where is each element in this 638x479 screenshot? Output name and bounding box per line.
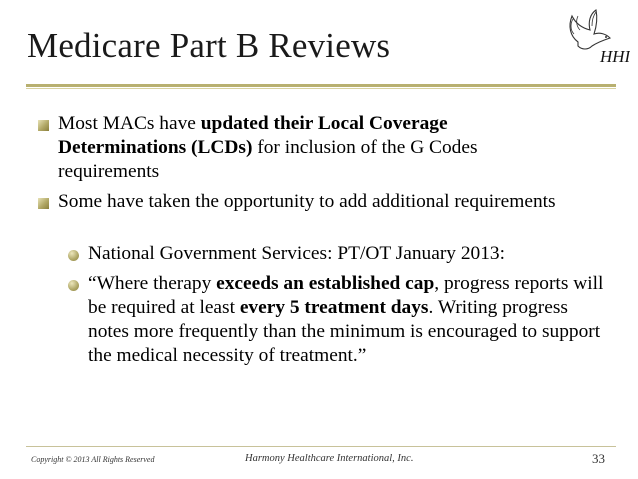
sub-bullet-icon (68, 250, 79, 261)
sub-bullet-item-2: “Where therapy exceeds an established cap, progress reports will be required at least every 5 treatment days. Writing progress notes more frequently than the minimum is encouraged to support the medical necessity of treatment.” (88, 273, 604, 366)
page-number: 33 (592, 451, 605, 466)
bullet-square-icon (38, 198, 49, 209)
sub-bullet-item-1: National Government Services: PT/OT January 2013: (88, 243, 505, 264)
footer-copyright: Copyright © 2013 All Rights Reserved (31, 455, 155, 464)
dove-icon (560, 8, 630, 70)
company-logo (560, 8, 630, 70)
bullet-item-2: Some have taken the opportunity to add additional requirements (58, 191, 556, 212)
slide-title: Medicare Part B Reviews (27, 26, 391, 65)
footer-company: Harmony Healthcare International, Inc. (245, 453, 414, 464)
sub-bullet-bold-2: every 5 treatment days (239, 297, 429, 318)
sub-bullet-bold-1: exceeds an established cap (216, 273, 435, 294)
bullet-1-bold: updated their Local Coverage Determinations (LCDs) (58, 113, 448, 158)
title-rule-thin (26, 88, 616, 89)
title-rule (26, 84, 616, 87)
sub-bullet-icon (68, 280, 79, 291)
bullet-item-1: Most MACs have updated their Local Coverage Determinations (LCDs) for inclusion of the G Codes requirements (58, 113, 478, 182)
logo-text: HHI (600, 47, 630, 66)
footer-rule (26, 446, 616, 447)
bullet-square-icon (38, 120, 49, 131)
